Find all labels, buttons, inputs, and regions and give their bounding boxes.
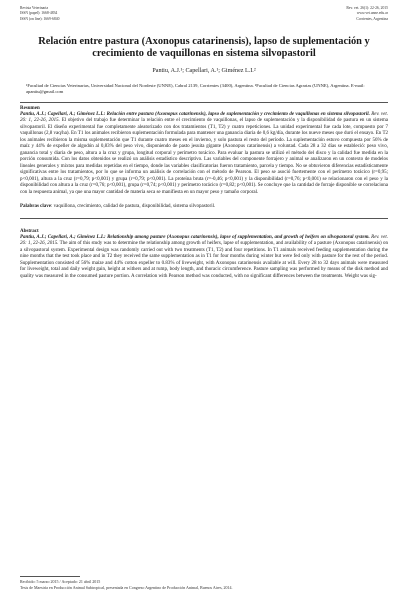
abstract-body: The aim of this study was to determine the relationship among growth of heifers, lapse of supplementation, and availability of a pasture (Axonopus catarinensis) on a silvopastoral system. Experimental design was randomly carried out with two treatments (T1, T2) and four repetitions. In T1 animals received feeding supplementation during the nine months that the test took place and in T2 they received the same supplementation as in T1 for four months during winter but were fed only with pasture for the rest of the period. Supplementation consisted of 56% maize and 44% cotton expeller to 0.83% of liveweight, with Axonopus catarinensis available at will. Every 28 to 32 days animals were measured for liveweight, total and daily weight gain, height at withers and at rump, body length, and thoracic circumference. Pasture sampling was performed by means of the disk method and quality was measured in the consumed pasture portion. A correlation with Pearson method was conducted, with no significant differences between the treatments. Weight was sig-: [20, 241, 388, 279]
divider-middle: [20, 218, 388, 219]
resumen-body: El objetivo del trabajo fue determinar la relación entre el crecimiento de vaquillonas, el lapso de suplementación y la disponibilidad de pastura en un sistema silvopastoril. El diseño experimental fue completamente aleatorizado con dos tratamientos (T1, T2) y cuatro repeticiones. La unidad experimental fue cada lote, compuesto por 7 vaquillonas (2,8 vaq/ha). En T1 los animales recibieron suplementación formulada para mantener una ganancia diaria de 0,6 kg/día, durante los nueve meses que duró el ensayo. En T2 los animales recibieron la misma suplementación que T1 durante cuatro meses en el invierno, y solo pastura el resto del período. La suplementación estuvo compuesta por 56% de maíz y 44% de expeller de algodón al 0,83% del peso vivo, disponiendo de pasto jesuita gigante (Axonopus catarinensis) a voluntad. Cada 28 a 32 días se estableció: peso vivo, ganancia total y diaria de peso, altura a la cruz y grupa, longitud corporal y perímetro torácico. Para evaluar la pastura se utilizó el método del disco y la calidad fue medida en la porción consumida. Con los datos obtenidos se realizó un análisis estadístico descriptivo. Las variables del componente forrajero y animal se analizaron en un contexto de modelos lineales generales y mixtos para medidas repetidas en el tiempo, donde las variables clasificatorias fueron tratamiento, parcela y tiempo. No se obtuvieron diferencias estadísticamente significativas entre los tratamientos, por lo que se informa un análisis de correlación con el método de Pearson. El peso se asoció fuertemente con el perímetro torácico (r=0,95; p<0,001), altura a la cruz (r=0,79; p<0,001) y grupa (r=0,79; p<0,001). La proteína bruta (r=-0,46; p<0,001) y la disponibilidad (r=0,76; p<0,001) se relacionaron con el peso y la disponibilidad con altura a la cruz (r=0,76; p<0,001), grupa (r=0,74; p<0,001) y perímetro torácico (r=0,82; p<0,001). Se concluye que la cantidad de forraje disponible se correlaciona con la respuesta animal, ya que una mayor cantidad de materia seca se manifiesta en un mayor peso y tamaño corporal.: [20, 118, 388, 195]
issn-print: ISSN (papel): 1668-4834: [20, 11, 58, 16]
journal-url: www.vet.unne.edu.ar: [356, 11, 388, 16]
footer-received: Recibido: 5 marzo 2015 / Aceptado: 21 abril 2015: [20, 579, 101, 584]
issn-online: ISSN (on line): 1669-6840: [20, 16, 60, 21]
affiliation: ¹Facultad de Ciencias Veterinarias, Universidad Nacional del Nordeste (UNNE), Cabral 2139, Corrientes (3400), Argentina. ²Facultad de Ciencias Agrarias (UNNE), Argentina. E-mail: apantiu@gmail.com: [26, 82, 365, 94]
author-list: Pantiu, A.J.¹; Capellari, A.¹; Giménez L.I.²: [152, 67, 256, 74]
footer-rule: [20, 576, 80, 577]
resumen-citation: Pantiu, A.J.; Capellari, A.; Giménez L.I.: Relación entre pastura (Axonopus catarinensis), lapso de suplementación y crecimiento de vaquillonas en sistema silvopastoril.: [20, 111, 370, 117]
resumen-ref: Rev. vet. 26: 1, 22-26, 2015.: [20, 111, 388, 124]
article-title: Relación entre pastura (Axonopus catarinensis), lapso de suplementación y crecimiento de vaquillonas en sistema silvopastoril: [38, 35, 370, 60]
journal-header-left: [20, 6, 59, 22]
journal-header: [20, 6, 388, 22]
abstract-heading: Abstract: [20, 228, 39, 234]
abstract-paragraph: [20, 235, 388, 281]
divider-top: [20, 102, 388, 103]
keywords-label: Palabras clave: [20, 204, 51, 210]
keywords-text: : vaquillona, crecimiento, calidad de pastura, disponibilidad, sistema silvopastoril.: [50, 204, 216, 210]
journal-name: Revista Veterinaria: [20, 6, 49, 10]
footer-note: Tesis de Maestría en Producción Animal Subtropical, presentada en Congreso Argentino de Producción Animal, Buenos Aires, 2014.: [20, 584, 233, 590]
journal-location: Corrientes, Argentina: [356, 16, 388, 21]
resumen-heading: Resumen: [20, 105, 40, 111]
journal-header-right: [346, 6, 388, 22]
resumen-paragraph: [20, 112, 388, 197]
keywords: [20, 204, 388, 211]
footer: [20, 576, 388, 591]
abstract-ref: Rev. vet. 26: 1, 22-26, 2015.: [20, 234, 388, 247]
abstract-citation: Pantiu, A.J.; Capellari, A.; Giménez L.I.: Relationship among pasture (Axonopus catarinensis), lapse of supplementation, and growth of heifers on silvopastoral system.: [20, 234, 370, 240]
volume-ref: Rev. vet. 26(1): 22-26, 2015: [346, 6, 388, 10]
